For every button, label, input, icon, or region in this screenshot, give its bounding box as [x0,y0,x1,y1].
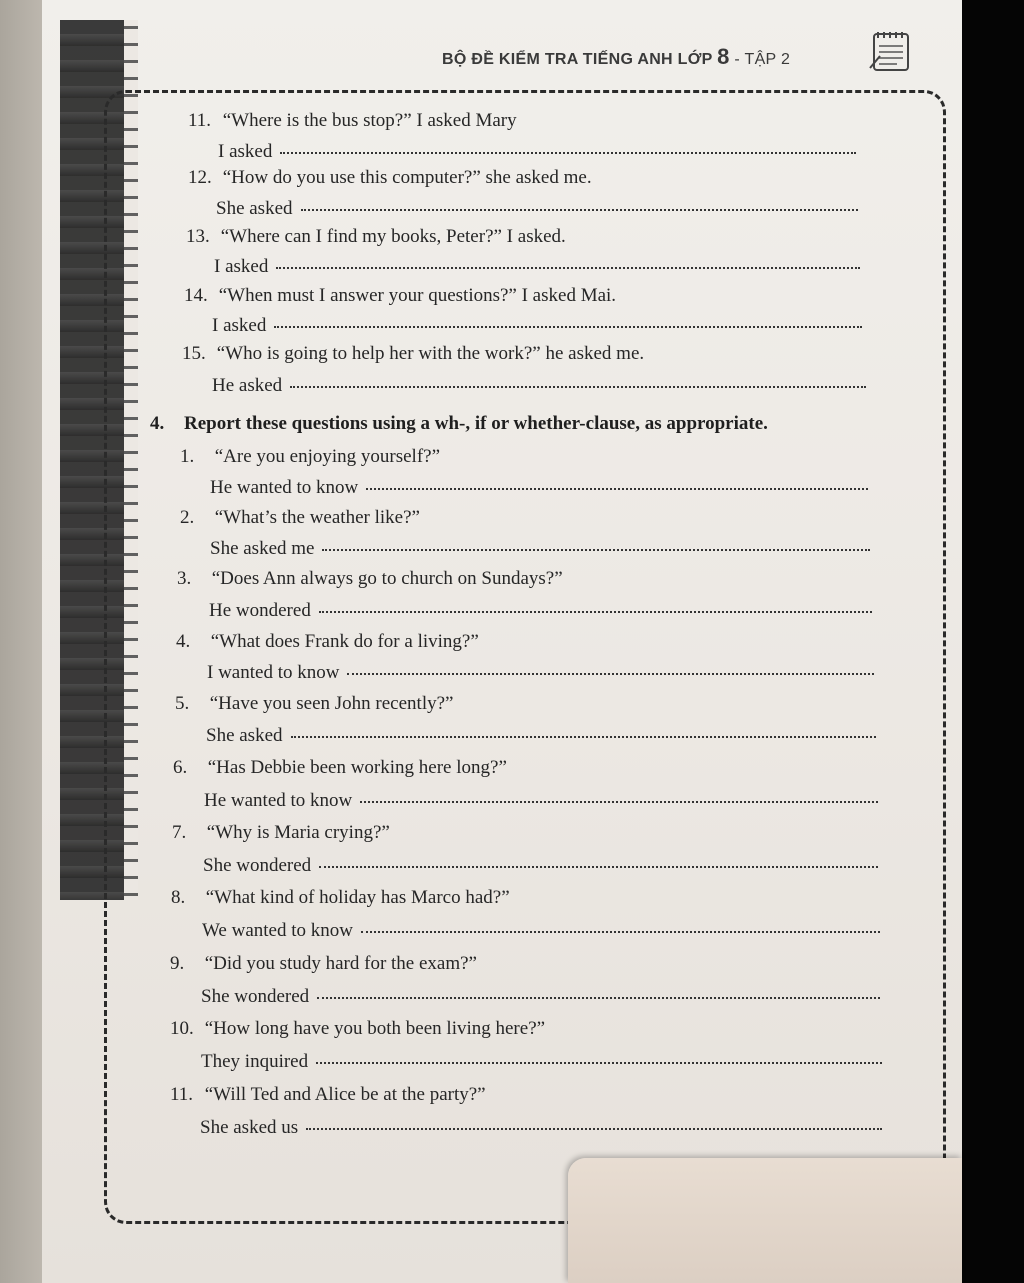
answer-prompt: He wondered [209,600,311,621]
answer-line [206,725,876,747]
answer-prompt: She wondered [201,986,310,1007]
answer-blank [361,931,880,933]
answer-blank [316,1062,882,1064]
question-item [171,887,510,909]
question-text: “Where can I find my books, Peter?” I asked. [220,226,566,247]
answer-line [210,538,870,560]
answer-line [207,662,874,684]
answer-blank [347,673,874,675]
question-number: 4. [176,631,191,652]
answer-blank [306,1128,882,1130]
answer-line [200,1117,882,1139]
question-item [176,631,479,653]
question-text: “Have you seen John recently?” [209,693,454,714]
foreground-object [568,1158,962,1283]
answer-prompt: She asked us [200,1117,299,1138]
answer-prompt: I asked [212,315,267,336]
question-number: 15. [182,343,206,364]
question-item [170,953,477,975]
question-number: 2. [180,507,195,528]
question-number: 8. [171,887,186,908]
question-text: “Will Ted and Alice be at the party?” [204,1084,486,1105]
question-number: 14. [184,285,208,306]
question-item [173,757,507,779]
question-item [184,285,616,307]
section-title [150,413,768,435]
question-text: “Where is the bus stop?” I asked Mary [222,110,517,131]
notebook-icon [868,28,912,74]
question-text: “Are you enjoying yourself?” [214,446,441,467]
answer-blank [319,611,872,613]
question-number: 13. [186,226,210,247]
answer-line [216,198,858,220]
question-item [188,110,517,132]
answer-prompt: She asked [206,725,283,746]
question-number: 6. [173,757,188,778]
answer-blank [322,549,870,551]
question-item [180,507,420,529]
question-item [170,1018,545,1040]
answer-blank [366,488,868,490]
answer-blank [290,386,866,388]
header-suffix: - TẬP 2 [734,51,791,68]
answer-blank [360,801,878,803]
question-text: “When must I answer your questions?” I asked Mai. [218,285,617,306]
question-number: 10. [170,1018,194,1039]
answer-prompt: He wanted to know [204,790,353,811]
question-item [186,226,566,248]
answer-line [202,920,880,942]
answer-line [203,855,878,877]
section-instruction: Report these questions using a wh-, if or whether-clause, as appropriate. [184,413,768,434]
answer-line [214,256,860,278]
question-number: 9. [170,953,185,974]
background-right [962,0,1024,1283]
question-item [182,343,644,365]
question-text: “Does Ann always go to church on Sundays?” [211,568,563,589]
question-item [170,1084,486,1106]
answer-blank [274,326,862,328]
header-prefix: BỘ ĐỀ KIỂM TRA TIẾNG ANH LỚP [442,51,713,68]
header-grade: 8 [717,44,730,69]
question-text: “How do you use this computer?” she asked me. [222,167,592,188]
answer-prompt: She asked me [210,538,315,559]
answer-blank [319,866,878,868]
question-number: 11. [170,1084,194,1105]
question-number: 3. [177,568,192,589]
answer-line [209,600,872,622]
question-number: 7. [172,822,187,843]
page-header [442,44,790,70]
answer-blank [280,152,856,154]
answer-prompt: I asked [218,141,273,162]
question-item [180,446,440,468]
answer-prompt: I wanted to know [207,662,340,683]
question-item [177,568,563,590]
question-number: 1. [180,446,195,467]
answer-blank [291,736,876,738]
answer-line [204,790,878,812]
answer-line [201,1051,882,1073]
answer-prompt: They inquired [201,1051,309,1072]
answer-prompt: He wanted to know [210,477,359,498]
answer-prompt: She wondered [203,855,312,876]
answer-line [218,141,856,163]
answer-line [201,986,880,1008]
answer-blank [276,267,860,269]
answer-prompt: He asked [212,375,283,396]
question-text: “What’s the weather like?” [214,507,420,528]
answer-line [210,477,868,499]
answer-blank [317,997,880,999]
section-number: 4. [150,413,165,434]
answer-prompt: I asked [214,256,269,277]
question-text: “Why is Maria crying?” [206,822,390,843]
question-item [175,693,453,715]
question-text: “Who is going to help her with the work?” he asked me. [216,343,645,364]
question-text: “How long have you both been living here?” [204,1018,546,1039]
answer-blank [301,209,858,211]
question-item [188,167,592,189]
question-text: “Has Debbie been working here long?” [207,757,507,778]
answer-line [212,375,866,397]
question-text: “What does Frank do for a living?” [210,631,479,652]
question-number: 11. [188,110,212,131]
question-item [172,822,390,844]
question-text: “What kind of holiday has Marco had?” [205,887,510,908]
question-number: 12. [188,167,212,188]
question-text: “Did you study hard for the exam?” [204,953,477,974]
answer-line [212,315,862,337]
question-number: 5. [175,693,190,714]
answer-prompt: We wanted to know [202,920,353,941]
answer-prompt: She asked [216,198,293,219]
